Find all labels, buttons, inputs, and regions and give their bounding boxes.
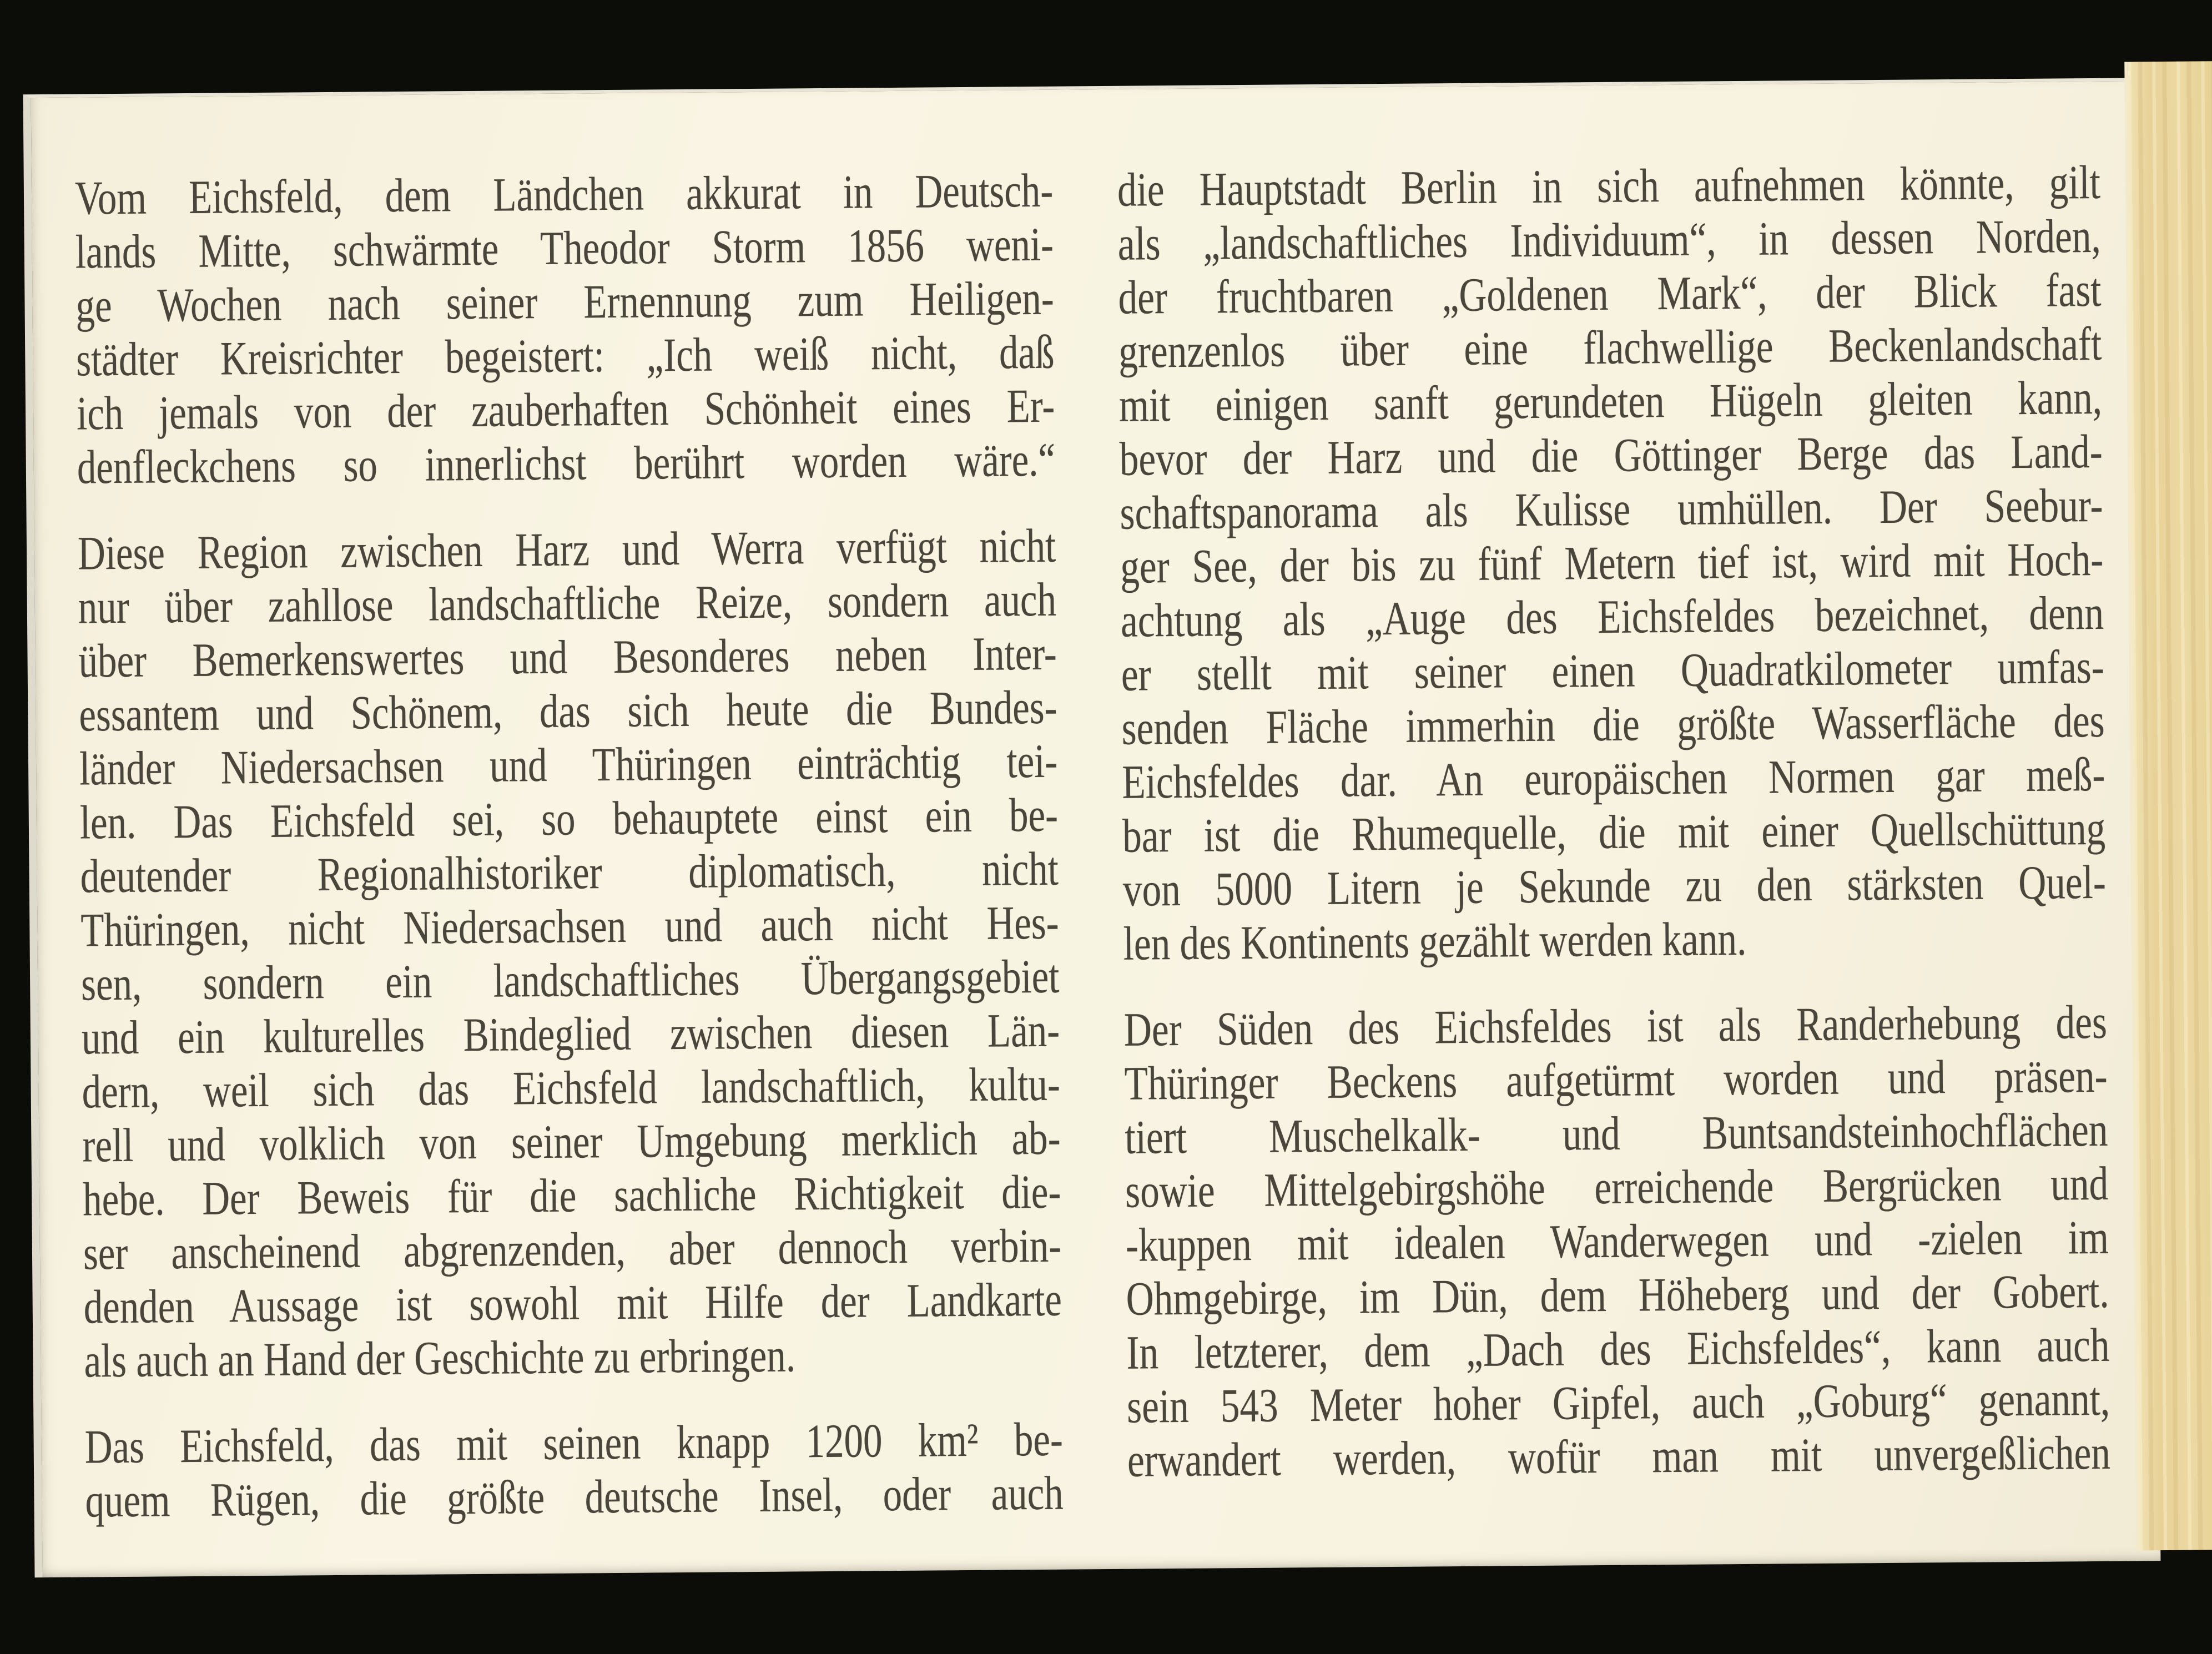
text-line: bevor der Harz und die Göttinger Berge das Land- bbox=[1119, 424, 2103, 486]
text-line: -kuppen mit idealen Wanderwegen und -zielen im bbox=[1125, 1210, 2109, 1272]
text-line: denfleckchens so innerlichst berührt worden wäre.“ bbox=[77, 432, 1056, 494]
text-line: In letzterer, dem „Dach des Eichsfeldes“, kann auch bbox=[1126, 1318, 2110, 1379]
text-line: Der Süden des Eichsfeldes ist als Randerhebung des bbox=[1123, 995, 2108, 1056]
text-line: Diese Region zwischen Harz und Werra verfügt nicht bbox=[77, 518, 1056, 580]
text-line: sowie Mittelgebirgshöhe erreichende Bergrücken und bbox=[1125, 1156, 2109, 1218]
text-line: Das Eichsfeld, das mit seinen knapp 1200 km² be- bbox=[84, 1412, 1064, 1474]
text-line: schaftspanorama als Kulisse umhüllen. Der Seebur- bbox=[1120, 478, 2103, 539]
text-line: deutender Regionalhistoriker diplomatisch, nicht bbox=[80, 841, 1059, 903]
text-line: senden Fläche immerhin die größte Wasserfläche des bbox=[1121, 693, 2105, 755]
text-line: die Hauptstadt Berlin in sich aufnehmen könnte, gilt bbox=[1117, 155, 2101, 216]
paragraph bbox=[1117, 155, 2107, 971]
text-line: er stellt mit seiner einen Quadratkilometer umfas- bbox=[1121, 639, 2105, 701]
text-line: städter Kreisrichter begeistert: „Ich weiß nicht, daß bbox=[75, 325, 1055, 386]
paragraph bbox=[84, 1413, 1064, 1528]
book-fore-edge-strip bbox=[2124, 61, 2212, 1550]
text-line: achtung als „Auge des Eichsfeldes bezeichnet, denn bbox=[1120, 586, 2104, 647]
text-line: und ein kulturelles Bindeglied zwischen diesen Län- bbox=[81, 1003, 1060, 1065]
text-line: Eichsfeldes dar. An europäischen Normen gar meß- bbox=[1121, 747, 2105, 809]
text-line: von 5000 Litern je Sekunde zu den stärksten Quel- bbox=[1122, 855, 2107, 916]
text-line: Vom Eichsfeld, dem Ländchen akkurat in Deutsch- bbox=[74, 163, 1054, 225]
text-line: rell und volklich von seiner Umgebung merklich ab- bbox=[82, 1111, 1061, 1172]
text-line: ge Wochen nach seiner Ernennung zum Heiligen- bbox=[75, 271, 1055, 332]
text-line: denden Aussage ist sowohl mit Hilfe der Landkarte bbox=[83, 1272, 1062, 1334]
text-line: sen, sondern ein landschaftliches Übergangsgebiet bbox=[80, 949, 1060, 1011]
text-line: Thüringer Beckens aufgetürmt worden und präsen- bbox=[1124, 1048, 2108, 1110]
text-line: als „landschaftliches Individuum“, in dessen Norden, bbox=[1117, 209, 2102, 270]
text-line: ger See, der bis zu fünf Metern tief ist, wird mit Hoch- bbox=[1120, 532, 2104, 593]
text-column-right bbox=[1117, 155, 2111, 1487]
paragraph bbox=[78, 519, 1062, 1388]
text-line: länder Niedersachsen und Thüringen einträchtig tei- bbox=[79, 734, 1058, 795]
scanned-book-page bbox=[23, 78, 2161, 1577]
text-line: über Bemerkenswertes und Besonderes neben Inter- bbox=[78, 626, 1057, 688]
text-line: lands Mitte, schwärmte Theodor Storm 1856 weni- bbox=[75, 217, 1054, 279]
text-line: nur über zahllose landschaftliche Reize, sondern auch bbox=[78, 572, 1057, 634]
text-line: essantem und Schönem, das sich heute die Bundes- bbox=[78, 680, 1057, 742]
text-line: ich jemals von der zauberhaften Schönheit eines Er- bbox=[76, 379, 1055, 440]
text-line: len. Das Eichsfeld sei, so behauptete einst ein be- bbox=[79, 788, 1059, 849]
text-line: sein 543 Meter hoher Gipfel, auch „Goburg“ genannt, bbox=[1126, 1371, 2110, 1433]
text-line: als auch an Hand der Geschichte zu erbringen. bbox=[84, 1328, 796, 1388]
text-line: erwandert werden, wofür man mit unvergeßlichen bbox=[1127, 1425, 2111, 1487]
text-line: Thüringen, nicht Niedersachsen und auch nicht Hes- bbox=[80, 895, 1059, 957]
text-line: mit einigen sanft gerundeten Hügeln gleiten kann, bbox=[1118, 370, 2103, 432]
text-line: grenzenlos über eine flachwellige Beckenlandschaft bbox=[1118, 316, 2102, 378]
text-line: ser anscheinend abgrenzenden, aber dennoch verbin- bbox=[83, 1218, 1062, 1280]
text-line: der fruchtbaren „Goldenen Mark“, der Blick fast bbox=[1118, 263, 2102, 324]
text-line: bar ist die Rhumequelle, die mit einer Quellschüttung bbox=[1122, 801, 2106, 863]
text-line: hebe. Der Beweis für die sachliche Richtigkeit die- bbox=[82, 1164, 1061, 1226]
text-line: len des Kontinents gezählt werden kann. bbox=[1123, 911, 1747, 970]
paragraph bbox=[75, 164, 1056, 495]
text-column-left bbox=[75, 164, 1064, 1528]
text-line: Ohmgebirge, im Dün, dem Höheberg und der Gobert. bbox=[1126, 1264, 2109, 1325]
text-line: dern, weil sich das Eichsfeld landschaftlich, kultu- bbox=[82, 1057, 1061, 1118]
text-line: quem Rügen, die größte deutsche Insel, oder auch bbox=[85, 1466, 1064, 1527]
text-line: tiert Muschelkalk- und Buntsandsteinhochflächen bbox=[1125, 1102, 2108, 1164]
paragraph bbox=[1123, 995, 2110, 1487]
